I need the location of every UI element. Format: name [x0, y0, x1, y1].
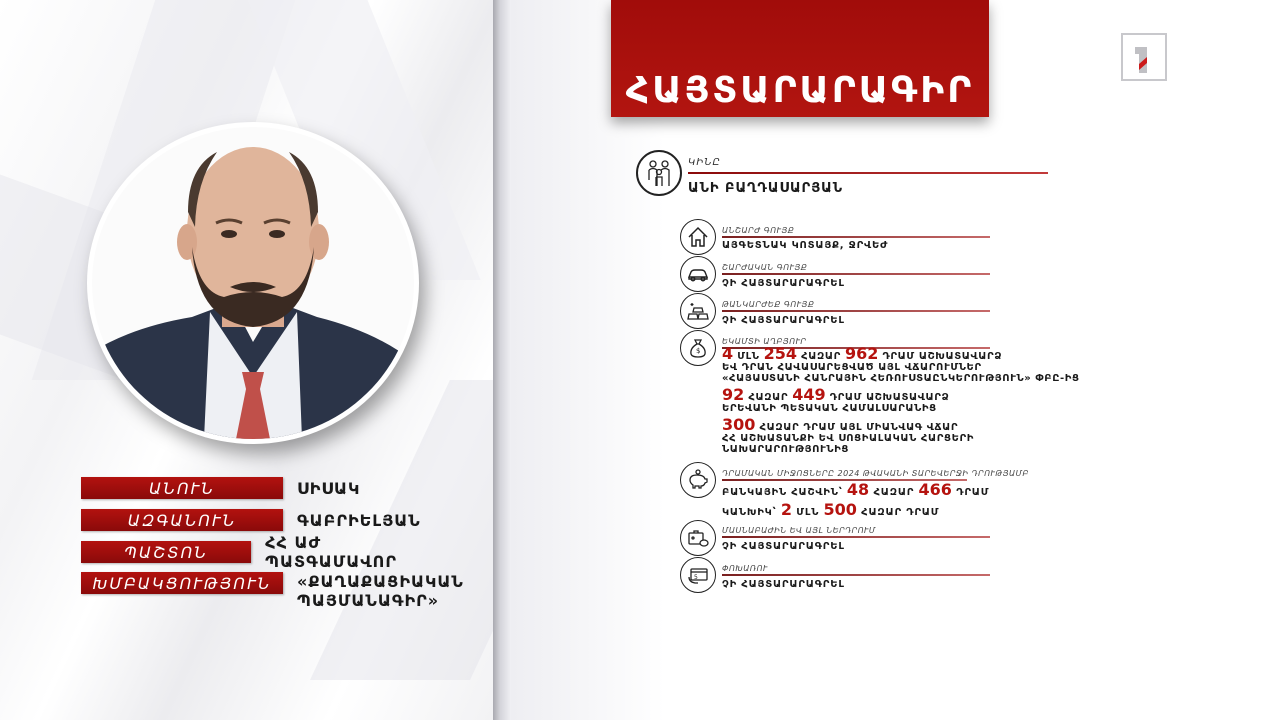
cash-label: ԴՐԱՄԱԿԱՆ ՄԻՋՈՑՆԵՐԸ 2024 ԹՎԱԿԱՆԻ ՏԱՐԵՎԵՐՋԻ ԴՐՈՒԹՅԱՄԲ [722, 469, 1029, 478]
money-text: ԲԱՆԿԱՅԻՆ ՀԱՇՎԻՆ՝ [722, 487, 847, 498]
income-entry [722, 415, 1082, 455]
income-source-label: ԵԿԱՄՏԻ ԱՂԲՅՈՒՐ [722, 337, 807, 346]
car-icon [680, 256, 716, 292]
first-channel-logo-icon [1121, 33, 1167, 81]
first-name-value: ՍԻՍԱԿ [297, 478, 361, 498]
shares-value: ՉԻ ՀԱՅՏԱՐԱՐԱԳՐԵԼ [722, 541, 845, 552]
income-amount: 4 [722, 344, 734, 363]
panel-divider [493, 0, 511, 720]
money-amount: 48 [846, 480, 870, 499]
cash-values [722, 481, 989, 521]
money-text: ՀԱԶԱՐ ԴՐԱՄ [856, 507, 940, 518]
income-text: ԴՐԱՄ ԱՇԽԱՏԱՎԱՐՁ [825, 392, 950, 403]
money-text: ԿԱՆԽԻԿ՝ [722, 507, 781, 518]
income-text: ՀՀ ԱՇԽԱՏԱՆՔԻ ԵՎ ՍՈՑԻԱԼԱԿԱՆ ՀԱՐՑԵՐԻ [722, 433, 974, 444]
svg-text:$: $ [696, 347, 701, 355]
info-row-position [81, 533, 429, 571]
person-portrait-icon [92, 127, 414, 439]
income-text: ՄԼՆ [733, 351, 764, 362]
bank-account-line [722, 481, 989, 501]
shares-briefcase-icon [680, 520, 716, 556]
spouse-label: ԿԻՆԸ [688, 157, 721, 168]
last-name-label: ԱԶԳԱՆՈՒՆ [81, 509, 283, 531]
money-bag-icon [680, 330, 716, 366]
piggy-bank-icon [680, 462, 716, 498]
first-name-label: ԱՆՈՒՆ [81, 477, 283, 499]
income-amount: 962 [844, 344, 879, 363]
spouse-underline [688, 172, 1048, 174]
shares-underline [722, 536, 990, 538]
income-text: ԴՐԱՄ ԱՇԽԱՏԱՎԱՐՁ [878, 351, 1003, 362]
valuables-underline [722, 310, 990, 312]
house-icon [680, 219, 716, 255]
spouse-name: ԱՆԻ ԲԱՂԴԱՍԱՐՅԱՆ [688, 181, 844, 196]
money-amount: 2 [780, 500, 792, 519]
movable-property-underline [722, 273, 990, 275]
valuables-label: ԹԱՆԿԱՐԺԵՔ ԳՈՒՅՔ [722, 300, 815, 309]
faction-value [297, 572, 464, 610]
info-row-last-name [81, 509, 421, 531]
loan-card-icon [680, 557, 716, 593]
income-amount: 92 [722, 385, 745, 404]
money-text: ՄԼՆ [791, 507, 824, 518]
portrait-frame [87, 122, 419, 444]
income-text: ՆԱԽԱՐԱՐՈՒԹՅՈՒՆԻՑ [722, 444, 849, 455]
real-estate-value: ԱՅԳԵՏՆԱԿ ԿՈՏԱՅՔ, ՋՐՎԵԺ [722, 240, 889, 251]
faction-value-line2: ՊԱՅՄԱՆԱԳԻՐ» [297, 591, 440, 610]
loans-label: ՓՈԽԱՌՈՒ [722, 564, 768, 573]
income-text: ԵՐԵՎԱՆԻ ՊԵՏԱԿԱՆ ՀԱՄԱԼՍԱՐԱՆԻՑ [722, 403, 937, 414]
portrait-photo [92, 127, 414, 439]
income-amount: 300 [722, 415, 756, 434]
position-value: ՀՀ ԱԺ ՊԱՏԳԱՄԱՎՈՐ [265, 533, 398, 571]
family-icon [636, 150, 682, 196]
cash-on-hand-line [722, 501, 989, 521]
movable-property-label: ՇԱՐԺԱԿԱՆ ԳՈՒՅՔ [722, 263, 808, 272]
last-name-value: ԳԱԲՐԻԵԼՅԱՆ [297, 510, 421, 530]
info-row-faction [81, 572, 464, 610]
money-amount: 466 [918, 480, 952, 499]
faction-value-line1: «ՔԱՂԱՔԱՑԻԱԿԱՆ [297, 572, 464, 591]
svg-text:5: 5 [694, 574, 698, 581]
income-text: ԵՎ ԴՐԱՆ ՀԱՎԱՍԱՐԵՑՎԱԾ ԱՅԼ ՎՃԱՐՈՒՄՆԵՐ [722, 362, 982, 373]
valuables-value: ՉԻ ՀԱՅՏԱՐԱՐԱԳՐԵԼ [722, 315, 845, 326]
money-text: ԴՐԱՄ [951, 487, 990, 498]
income-amount: 449 [792, 385, 826, 404]
movable-property-value: ՉԻ ՀԱՅՏԱՐԱՐԱԳՐԵԼ [722, 278, 845, 289]
income-text: ՀԱԶԱՐ ԴՐԱՄ ԱՅԼ ՄԻԱՆՎԱԳ ՎՃԱՐ [755, 422, 959, 433]
income-text: «ՀԱՅԱՍՏԱՆԻ ՀԱՆՐԱՅԻՆ ՀԵՌՈՒՍՏԱԸՆԿԵՐՈՒԹՅՈՒՆ» ՓԲԸ-ԻՑ [722, 373, 1080, 384]
money-text: ՀԱԶԱՐ [869, 487, 919, 498]
position-label: ՊԱՇՏՈՆ [81, 541, 251, 563]
real-estate-label: ԱՆՇԱՐԺ ԳՈՒՅՔ [722, 226, 795, 235]
page-title: ՀԱՅՏԱՐԱՐԱԳԻՐ [625, 70, 975, 111]
income-entries [722, 344, 1082, 460]
faction-label: ԽՄԲԱԿՑՈՒԹՅՈՒՆ [81, 572, 283, 594]
loans-value: ՉԻ ՀԱՅՏԱՐԱՐԱԳՐԵԼ [722, 579, 845, 590]
income-text: ՀԱԶԱՐ [797, 351, 845, 362]
loans-underline [722, 574, 990, 576]
income-entry [722, 385, 1082, 414]
real-estate-underline [722, 236, 990, 238]
title-banner [611, 0, 989, 117]
profile-panel [0, 0, 493, 720]
income-entry [722, 344, 1082, 384]
income-text: ՀԱԶԱՐ [744, 392, 793, 403]
gold-bars-icon [680, 293, 716, 329]
info-row-first-name [81, 477, 360, 499]
channel-one-glyph-icon [1133, 45, 1153, 75]
shares-label: ՄԱՍՆԱԲԱԺԻՆ ԵՎ ԱՅԼ ՆԵՐԴՐՈՒՄ [722, 526, 876, 535]
income-amount: 254 [763, 344, 798, 363]
money-amount: 500 [823, 500, 857, 519]
